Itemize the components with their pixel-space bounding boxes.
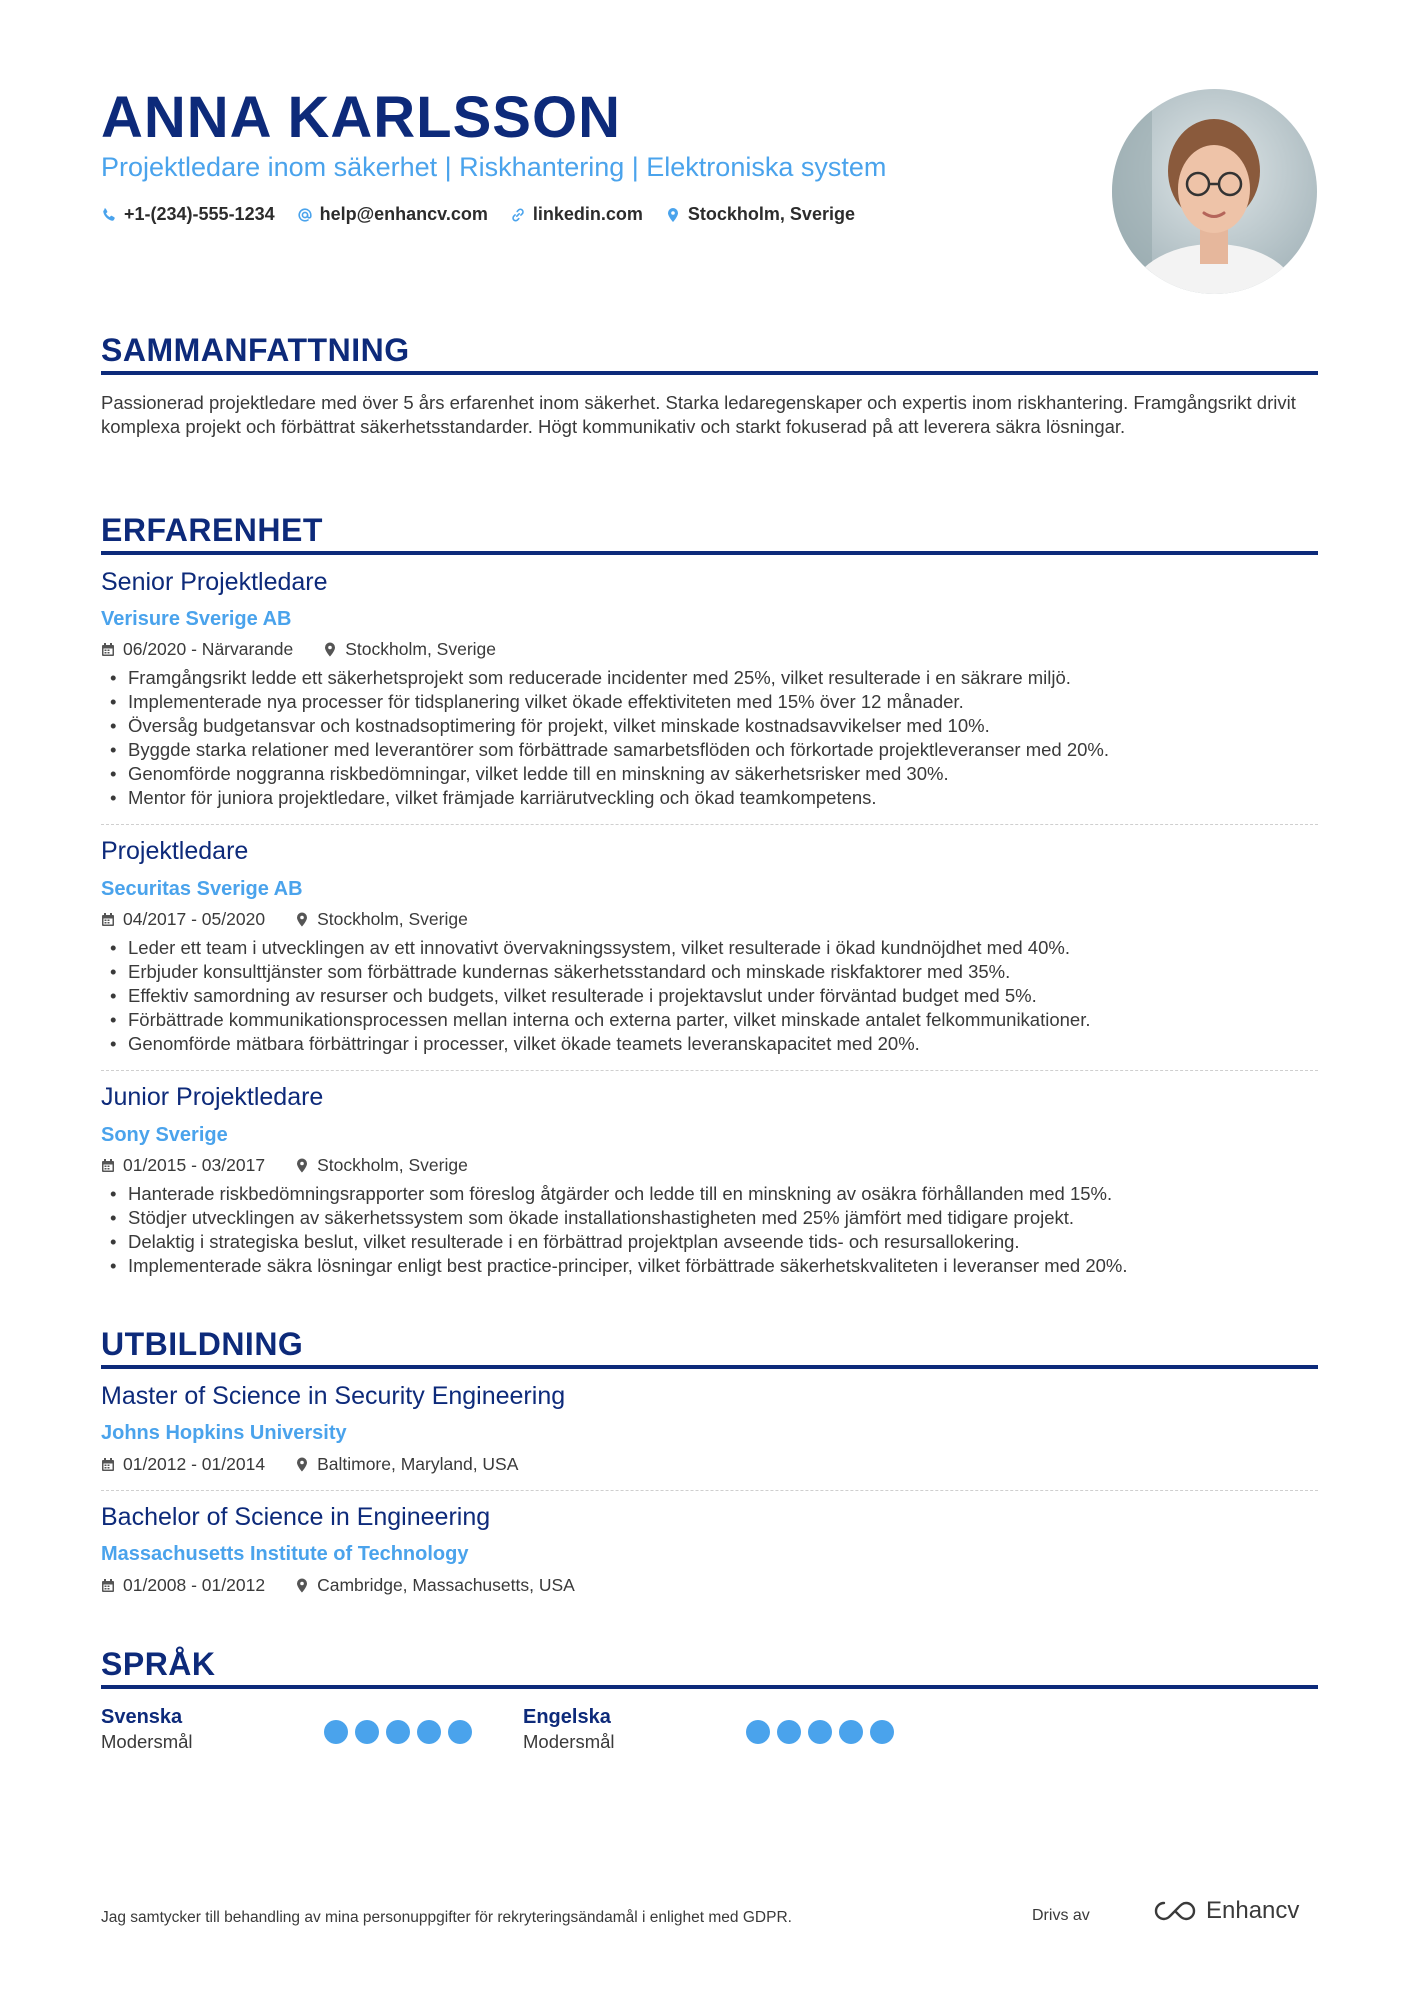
job-bullets [101, 666, 1318, 810]
language-level: Modersmål [101, 1731, 193, 1752]
list-item: • Hanterade riskbedömningsrapporter som föreslog åtgärder och ledde till en minskning av osäkra förhållanden med 15%. [101, 1182, 1318, 1206]
language-name: Engelska [523, 1706, 611, 1728]
section-title-languages: SPRÅK [101, 1646, 216, 1682]
degree-title: Master of Science in Security Engineering [101, 1382, 566, 1410]
language-item [101, 1706, 193, 1753]
section-divider [101, 371, 1318, 375]
list-item: • Stödjer utvecklingen av säkerhetssystem som ökade installationshastigheten med 25% jämfört med tidigare projekt. [101, 1206, 1318, 1230]
contact-email[interactable] [297, 204, 488, 225]
contact-bar [101, 204, 855, 225]
job-bullets [101, 936, 1318, 1056]
job-dates: 06/2020 - Närvarande [123, 639, 294, 659]
rating-dot [746, 1720, 770, 1744]
job-meta [101, 1155, 468, 1176]
language-rating [746, 1720, 894, 1744]
contact-linkedin[interactable] [510, 204, 643, 225]
list-item: • Byggde starka relationer med leverantörer som förbättrade samarbetsflöden och förkortade projektleveranser med 20%. [101, 738, 1318, 762]
section-divider [101, 551, 1318, 555]
contact-phone[interactable] [101, 204, 275, 225]
powered-by-label: Drivs av [1032, 1907, 1090, 1924]
linkedin-text: linkedin.com [532, 204, 643, 224]
language-level: Modersmål [523, 1731, 615, 1752]
calendar-icon [101, 1158, 115, 1173]
gdpr-consent: Jag samtycker till behandling av mina personuppgifter för rekryteringsändamål i enlighet med GDPR. [101, 1909, 792, 1926]
list-item: • Genomförde mätbara förbättringar i processer, vilket ökade teamets leveranskapacitet med 20%. [101, 1032, 1318, 1056]
at-icon [297, 207, 313, 223]
job-company: Securitas Sverige AB [101, 878, 303, 900]
headline: Projektledare inom säkerhet | Riskhantering | Elektroniska system [101, 152, 887, 182]
rating-dot [355, 1720, 379, 1744]
list-item: • Leder ett team i utvecklingen av ett innovativt övervakningssystem, vilket resulterade i ökad kundnöjdhet med 40%. [101, 936, 1318, 960]
summary-text: Passionerad projektledare med över 5 års erfarenhet inom säkerhet. Starka ledaregenskaper och expertis inom riskhantering. Framgångsrikt drivit komplexa projekt och förbättrat säkerhetsstandarder. Högt kommunikativ och starkt fokuserad på att leverera säkra lösningar. [101, 392, 1296, 437]
rating-dot [324, 1720, 348, 1744]
location-text: Stockholm, Sverige [687, 204, 855, 224]
section-divider [101, 1365, 1318, 1369]
job-dates: 01/2015 - 03/2017 [123, 1155, 266, 1175]
list-item: • Implementerade nya processer för tidsplanering vilket ökade effektiviteten med 15% över 12 månader. [101, 690, 1318, 714]
job-company: Sony Sverige [101, 1124, 228, 1146]
language-item [523, 1706, 615, 1753]
school-name: Massachusetts Institute of Technology [101, 1543, 469, 1565]
location-pin-icon [295, 1457, 309, 1472]
job-location: Stockholm, Sverige [317, 909, 468, 929]
location-pin-icon [665, 207, 681, 223]
location-pin-icon [295, 1578, 309, 1593]
education-meta [101, 1575, 575, 1596]
entry-divider [101, 1070, 1318, 1071]
education-dates: 01/2012 - 01/2014 [123, 1454, 266, 1474]
job-title: Senior Projektledare [101, 568, 328, 596]
education-location: Baltimore, Maryland, USA [317, 1454, 519, 1474]
section-divider [101, 1685, 1318, 1689]
phone-text: +1-(234)-555-1234 [124, 204, 275, 224]
entry-divider [101, 1490, 1318, 1491]
contact-location [665, 204, 855, 225]
language-rating [324, 1720, 472, 1744]
avatar [1112, 89, 1317, 294]
job-location: Stockholm, Sverige [345, 639, 497, 659]
enhancv-logo[interactable] [1152, 1897, 1299, 1925]
school-name: Johns Hopkins University [101, 1422, 347, 1444]
section-title-experience: ERFARENHET [101, 512, 323, 548]
degree-title: Bachelor of Science in Engineering [101, 1503, 491, 1531]
calendar-icon [101, 1457, 115, 1472]
education-dates: 01/2008 - 01/2012 [123, 1575, 266, 1595]
job-location: Stockholm, Sverige [317, 1155, 468, 1175]
rating-dot [839, 1720, 863, 1744]
list-item: • Förbättrade kommunikationsprocessen mellan interna och externa parter, vilket minskade antalet felkommunikationer. [101, 1008, 1318, 1032]
section-title-education: UTBILDNING [101, 1326, 304, 1362]
job-dates: 04/2017 - 05/2020 [123, 909, 266, 929]
list-item: • Översåg budgetansvar och kostnadsoptimering för projekt, vilket minskade kostnadsavvikelser med 10%. [101, 714, 1318, 738]
brand-name: Enhancv [1206, 1897, 1300, 1924]
location-pin-icon [295, 912, 309, 927]
list-item: • Effektiv samordning av resurser och budgets, vilket resulterade i projektavslut under förväntad budget med 5%. [101, 984, 1318, 1008]
calendar-icon [101, 1578, 115, 1593]
list-item: • Mentor för juniora projektledare, vilket främjade karriärutveckling och ökad teamkompetens. [101, 786, 1318, 810]
rating-dot [386, 1720, 410, 1744]
list-item: • Genomförde noggranna riskbedömningar, vilket ledde till en minskning av säkerhetsrisker med 30%. [101, 762, 1318, 786]
job-meta [101, 639, 496, 660]
education-location: Cambridge, Massachusetts, USA [317, 1575, 575, 1595]
rating-dot [808, 1720, 832, 1744]
location-pin-icon [323, 642, 337, 657]
list-item: • Erbjuder konsulttjänster som förbättrade kundernas säkerhetsstandard och minskade riskfaktorer med 35%. [101, 960, 1318, 984]
rating-dot [870, 1720, 894, 1744]
candidate-name: ANNA KARLSSON [101, 85, 621, 150]
job-company: Verisure Sverige AB [101, 608, 292, 630]
list-item: • Implementerade säkra lösningar enligt best practice-principer, vilket förbättrade säkerhetskvaliteten i leveranser med 20%. [101, 1254, 1318, 1278]
list-item: • Delaktig i strategiska beslut, vilket resulterade i en förbättrad projektplan avseende tids- och resursallokering. [101, 1230, 1318, 1254]
phone-icon [101, 207, 117, 223]
calendar-icon [101, 642, 115, 657]
list-item: • Framgångsrikt ledde ett säkerhetsprojekt som reducerade incidenter med 25%, vilket resulterade i en säkrare miljö. [101, 666, 1318, 690]
job-meta [101, 909, 468, 930]
rating-dot [448, 1720, 472, 1744]
entry-divider [101, 824, 1318, 825]
rating-dot [777, 1720, 801, 1744]
job-title: Junior Projektledare [101, 1083, 324, 1111]
rating-dot [417, 1720, 441, 1744]
section-title-summary: SAMMANFATTNING [101, 332, 410, 368]
location-pin-icon [295, 1158, 309, 1173]
job-title: Projektledare [101, 837, 249, 865]
calendar-icon [101, 912, 115, 927]
link-icon [510, 207, 526, 223]
email-text: help@enhancv.com [319, 204, 488, 224]
language-name: Svenska [101, 1706, 183, 1728]
education-meta [101, 1454, 518, 1475]
enhancv-logo-icon [1152, 1899, 1198, 1923]
job-bullets [101, 1182, 1318, 1278]
